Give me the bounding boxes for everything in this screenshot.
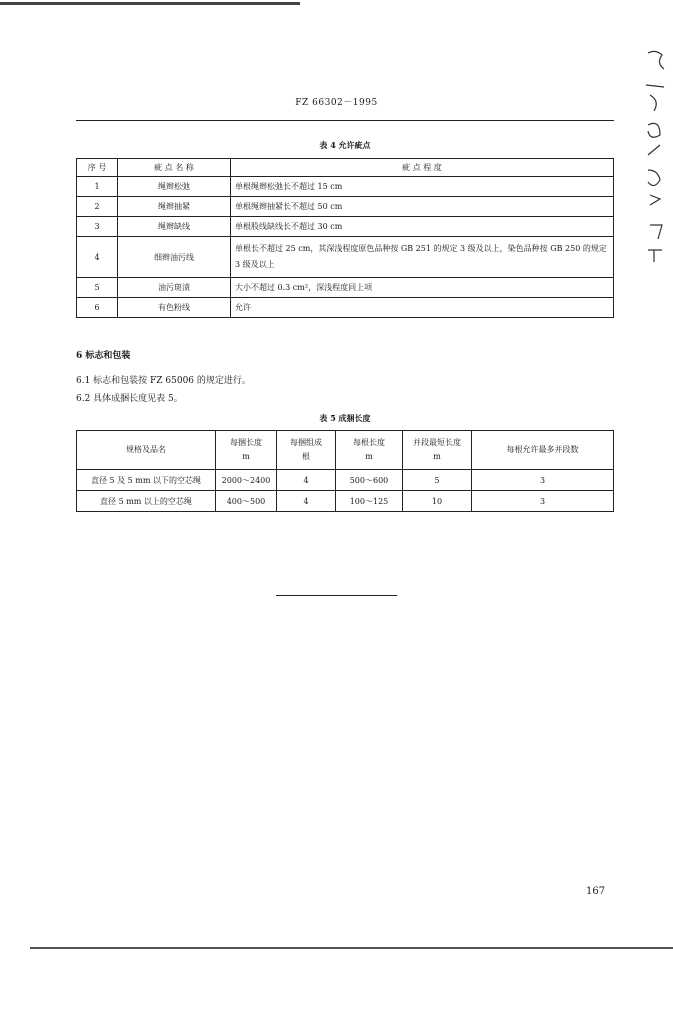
value-cell: 4 xyxy=(277,491,336,512)
defect-degree: 大小不超过 0.3 cm²，深浅程度同上项 xyxy=(231,278,614,298)
value-cell: 500～600 xyxy=(336,470,403,491)
header-bundle-count: 每捆组成 根 xyxy=(277,431,336,470)
row-number: 5 xyxy=(77,278,118,298)
value-cell: 2000～2400 xyxy=(216,470,277,491)
defect-degree: 允许 xyxy=(231,298,614,318)
table-row xyxy=(77,298,614,318)
value-cell: 4 xyxy=(277,470,336,491)
clause-6-2: 6.2 具体成捆长度见表 5。 xyxy=(76,394,183,404)
page-number: 167 xyxy=(586,886,606,897)
defect-degree: 单根绳辫抽紧长不超过 50 cm xyxy=(231,197,614,217)
row-number: 4 xyxy=(77,237,118,278)
defect-name: 绳辫抽紧 xyxy=(118,197,231,217)
value-cell: 400～500 xyxy=(216,491,277,512)
value-cell: 5 xyxy=(403,470,472,491)
section-title: 6 标志和包装 xyxy=(76,351,131,361)
defect-degree: 单根长不超过 25 cm，其深浅程度原色品种按 GB 251 的规定 3 级及以上，染色品种按 GB 250 的规定 3 级及以上 xyxy=(231,237,614,278)
defect-degree: 单根绳辫松弛长不超过 15 cm xyxy=(231,177,614,197)
defect-degree: 单根股线缺线长不超过 30 cm xyxy=(231,217,614,237)
table-row xyxy=(77,491,614,512)
table-header-row xyxy=(77,431,614,470)
table-row xyxy=(77,177,614,197)
standard-code-header: FZ 66302－1995 xyxy=(295,98,378,108)
header-bundle-length: 每捆长度 m xyxy=(216,431,277,470)
row-number: 3 xyxy=(77,217,118,237)
scan-bottom-edge xyxy=(30,947,673,949)
header-defect-degree: 疵 点 程 度 xyxy=(231,159,614,177)
table-row xyxy=(77,278,614,298)
end-rule xyxy=(276,595,397,596)
clause-6-1: 6.1 标志和包装按 FZ 65006 的规定进行。 xyxy=(76,376,251,386)
header-defect-name: 疵 点 名 称 xyxy=(118,159,231,177)
header-rule xyxy=(76,120,614,121)
table5-caption: 表 5 成捆长度 xyxy=(319,413,371,423)
defect-name: 油污斑渍 xyxy=(118,278,231,298)
value-cell: 3 xyxy=(472,491,614,512)
header-piece-length: 每根长度 m xyxy=(336,431,403,470)
table4-caption: 表 4 允许疵点 xyxy=(319,140,371,150)
table-row xyxy=(77,217,614,237)
bundle-length-table xyxy=(76,430,614,512)
value-cell: 100～125 xyxy=(336,491,403,512)
value-cell: 10 xyxy=(403,491,472,512)
value-cell: 3 xyxy=(472,470,614,491)
table-row xyxy=(77,237,614,278)
header-min-segment: 并段最短长度 m xyxy=(403,431,472,470)
table-header-row xyxy=(77,159,614,177)
row-number: 1 xyxy=(77,177,118,197)
scan-top-edge xyxy=(0,2,300,5)
header-spec: 规格及品名 xyxy=(77,431,216,470)
defect-name: 绳辫缺线 xyxy=(118,217,231,237)
table-row xyxy=(77,197,614,217)
allowed-defects-table xyxy=(76,158,614,318)
table-row xyxy=(77,470,614,491)
header-max-segments: 每根允许最多并段数 xyxy=(472,431,614,470)
row-number: 2 xyxy=(77,197,118,217)
handwritten-margin-note xyxy=(640,45,670,305)
spec-cell: 直径 5 及 5 mm 以下的空芯绳 xyxy=(77,470,216,491)
spec-cell: 直径 5 mm 以上的空芯绳 xyxy=(77,491,216,512)
header-number: 序 号 xyxy=(77,159,118,177)
row-number: 6 xyxy=(77,298,118,318)
defect-name: 有色粉线 xyxy=(118,298,231,318)
defect-name: 绳辫松弛 xyxy=(118,177,231,197)
defect-name: 细辫油污线 xyxy=(118,237,231,278)
